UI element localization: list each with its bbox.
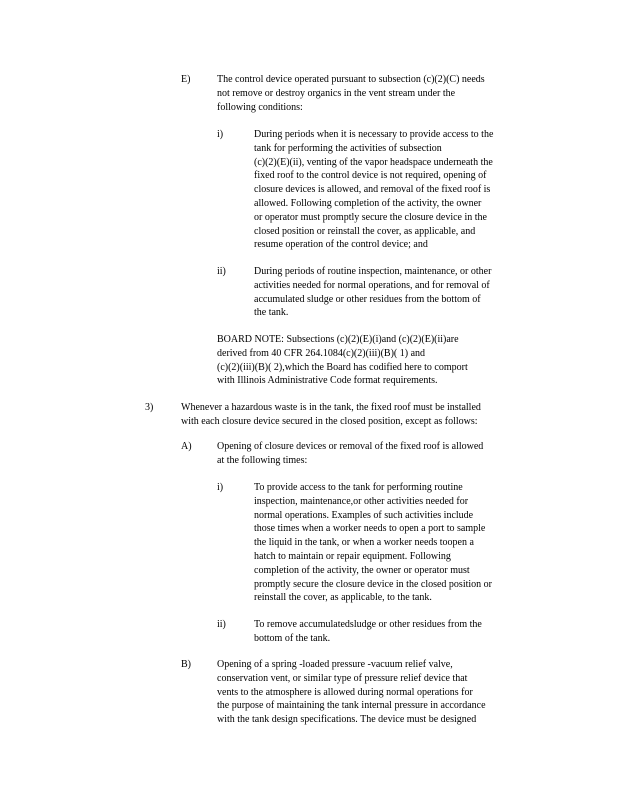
text-line: Opening of closure devices or removal of the fixed roof is allowed [217, 441, 484, 452]
subsection-a-text [217, 440, 535, 468]
subsection-e-i-label: i) [217, 129, 224, 140]
text-line: hatch to maintain or repair equipment. Following [254, 550, 451, 562]
text-line: inspection, maintenance,or other activities needed for [254, 495, 469, 507]
text-line: closure devices is allowed, and removal of the fixed roof is [254, 184, 491, 196]
text-line: with the tank design specifications. The device must be designed [217, 714, 477, 726]
subsection-e-ii-text [254, 265, 544, 320]
subsection-a-i-label: i) [217, 482, 224, 493]
text-line: allowed. Following completion of the activity, the owner [254, 197, 482, 209]
subsection-b-text [217, 658, 542, 727]
board-note-line: derived from 40 CFR 264.1084(c)(2)(iii)(B)( 1) and [217, 347, 426, 359]
subsection-e-ii-label: ii) [217, 266, 226, 277]
text-line: The control device operated pursuant to subsection (c)(2)(C) needs [217, 74, 485, 85]
text-line: not remove or destroy organics in the vent stream under the [217, 87, 456, 99]
text-line: fixed roof to the control device is not required, opening of [254, 170, 487, 182]
text-line: To provide access to the tank for performing routine [254, 482, 463, 493]
subsection-e-label: E) [181, 74, 191, 85]
text-line: reinstall the cover, as applicable, to the tank. [254, 592, 432, 604]
text-line: completion of the activity, the owner or operator must [254, 564, 470, 576]
subsection-a-ii-label: ii) [217, 619, 226, 630]
board-note-line: with Illinois Administrative Code format requirements. [217, 375, 438, 387]
text-line: normal operations. Examples of such activities include [254, 509, 474, 521]
text-line: following conditions: [217, 101, 303, 113]
text-line: accumulated sludge or other residues from the bottom of [254, 293, 481, 305]
subsection-b-label: B) [181, 659, 191, 670]
text-line: During periods of routine inspection, maintenance, or other [254, 266, 492, 277]
text-line: the purpose of maintaining the tank internal pressure in accordance [217, 700, 486, 712]
text-line: (c)(2)(E)(ii), venting of the vapor headspace underneath the [254, 156, 493, 168]
text-line: or operator must promptly secure the closure device in the [254, 211, 487, 223]
paragraph-3-label: 3) [145, 402, 154, 413]
text-line: with each closure device secured in the closed position, except as follows: [181, 415, 478, 427]
text-line: resume operation of the control device; and [254, 239, 428, 251]
subsection-a-ii-text [254, 618, 544, 646]
text-line: vents to the atmosphere is allowed during normal operations for [217, 686, 473, 698]
text-line: tank for performing the activities of subsection [254, 142, 442, 154]
text-line: To remove accumulatedsludge or other residues from the [254, 619, 482, 630]
text-line: closed position or reinstall the cover, as applicable, and [254, 225, 476, 237]
text-line: bottom of the tank. [254, 632, 331, 644]
text-line: activities needed for normal operations, and for removal of [254, 279, 490, 291]
board-note-line: BOARD NOTE: Subsections (c)(2)(E)(i)and (c)(2)(E)(ii)are [217, 334, 459, 345]
text-line: the liquid in the tank, or when a worker needs toopen a [254, 537, 474, 549]
text-line: Opening of a spring -loaded pressure -vacuum relief valve, [217, 659, 453, 670]
text-line: at the following times: [217, 454, 308, 466]
subsection-a-label: A) [181, 441, 192, 452]
subsection-e-i-text [254, 128, 544, 252]
subsection-a-i-text [254, 481, 544, 605]
board-note-line: (c)(2)(iii)(B)( 2),which the Board has codified here to comport [217, 361, 468, 373]
text-line: those times when a worker needs to open a port to sample [254, 523, 486, 535]
text-line: Whenever a hazardous waste is in the tank, the fixed roof must be installed [181, 402, 481, 413]
paragraph-3-text [181, 401, 541, 429]
board-note [217, 333, 537, 388]
text-line: During periods when it is necessary to provide access to the [254, 129, 494, 140]
text-line: conservation vent, or similar type of pressure relief device that [217, 672, 468, 684]
text-line: the tank. [254, 307, 289, 319]
subsection-e-text [217, 73, 535, 114]
text-line: promptly secure the closure device in the closed position or [254, 578, 492, 590]
